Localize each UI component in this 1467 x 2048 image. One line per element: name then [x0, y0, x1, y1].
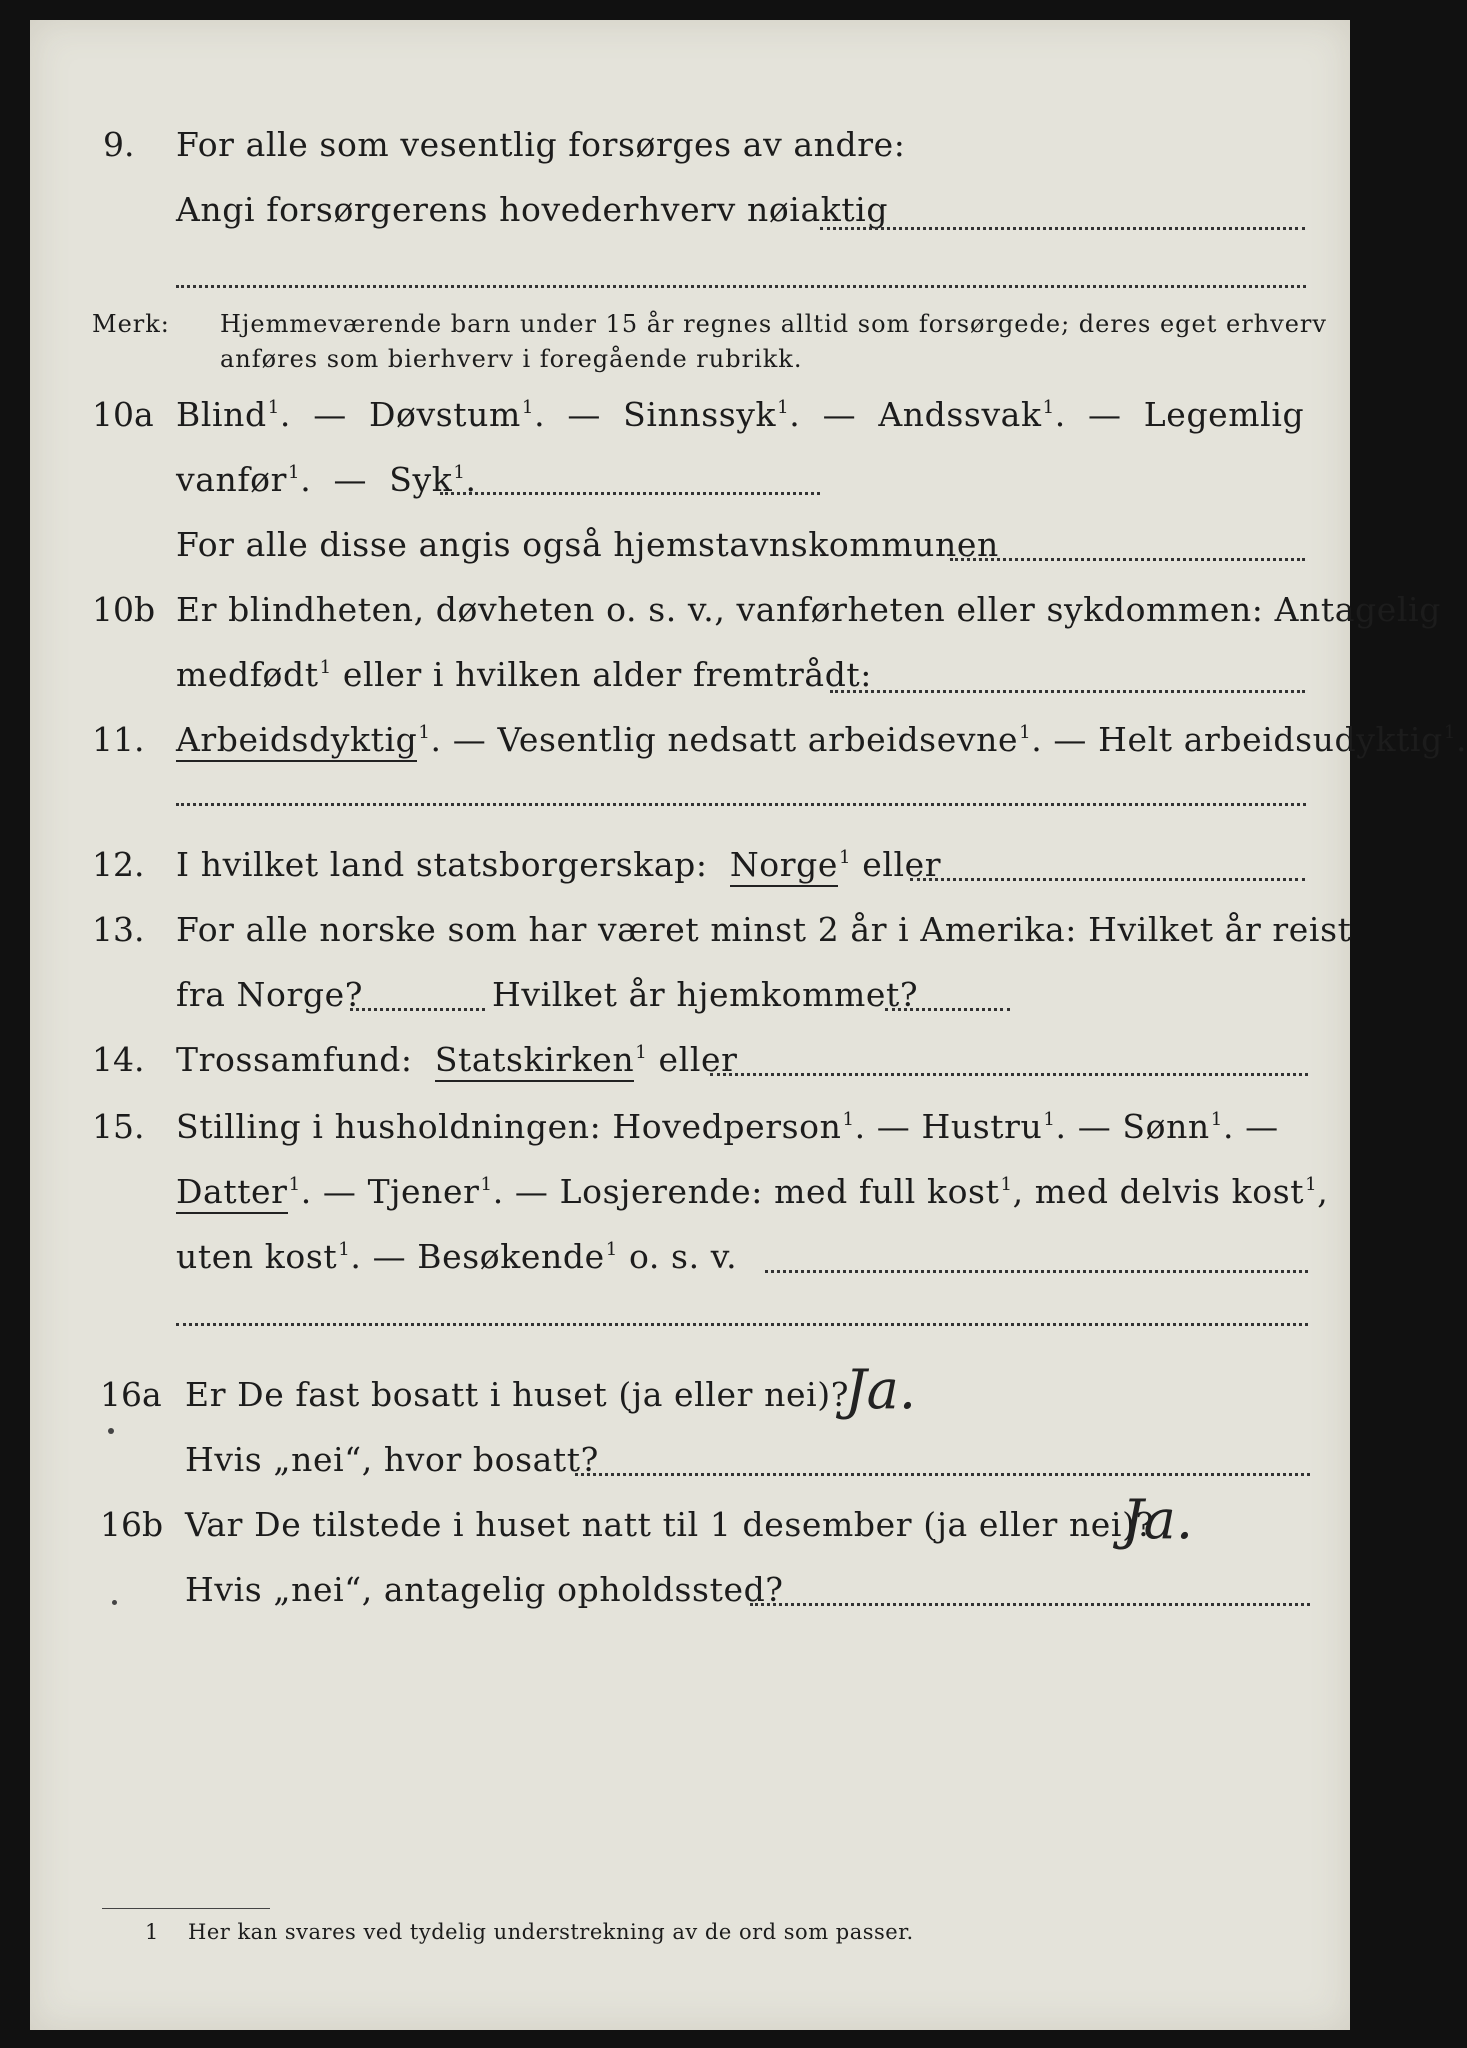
q9-answer-line-2[interactable]	[176, 285, 1306, 288]
q9-line1: For alle som vesentlig forsørges av andre:	[176, 125, 906, 164]
option-blind[interactable]: Blind	[176, 395, 267, 434]
q10b-line1: Er blindheten, døvheten o. s. v., vanførheten eller sykdommen: Antagelig	[176, 590, 1441, 629]
q15-line3: uten kost$^1$. — Besøkende$^1$ o. s. v.	[176, 1237, 738, 1276]
q16b-handwritten-answer[interactable]: Ja.	[1122, 1488, 1194, 1551]
option-legemlig[interactable]: Legemlig	[1143, 395, 1305, 434]
option-syk[interactable]: Syk	[389, 460, 453, 499]
option-vanfor[interactable]: vanfør	[176, 460, 288, 499]
q16a-question: Er De fast bosatt i huset (ja eller nei)?	[185, 1375, 849, 1414]
note-line2: anføres som bierhverv i foregående rubrikk.	[220, 345, 803, 373]
q16a-number: 16a	[100, 1375, 162, 1414]
option-delvis-kost[interactable]: med delvis kost	[1034, 1172, 1305, 1211]
footnote-rule	[102, 1908, 270, 1909]
q12-number: 12.	[92, 845, 145, 884]
q13-reist-line[interactable]	[350, 1008, 485, 1011]
q10a-line2: vanfør$^1$. — Syk$^1$.	[176, 460, 477, 499]
q10a-line1: Blind$^1$. — Døvstum$^1$. — Sinnssyk$^1$. — Andssvak$^1$. — Legemlig	[176, 395, 1305, 434]
q10a-line3: For alle disse angis også hjemstavnskommunen	[176, 525, 999, 564]
option-losjerende[interactable]: Losjerende: med full kost	[559, 1172, 1000, 1211]
q13-line1: For alle norske som har været minst 2 år i Amerika: Hvilket år reist	[176, 910, 1352, 949]
ink-speck-2	[112, 1600, 117, 1605]
q15-number: 15.	[92, 1107, 145, 1146]
q13-number: 13.	[92, 910, 145, 949]
q12-answer-line[interactable]	[910, 878, 1305, 881]
q14-answer-line[interactable]	[710, 1073, 1308, 1076]
q16b-opholdssted-line[interactable]	[750, 1603, 1310, 1606]
q16b-hvis: Hvis „nei“, antagelig opholdssted?	[185, 1570, 784, 1609]
ink-speck	[108, 1428, 114, 1434]
q16b-question: Var De tilstede i huset natt til 1 desember (ja eller nei)?	[185, 1505, 1154, 1544]
option-tjener[interactable]: Tjener	[367, 1172, 480, 1211]
q10b-number: 10b	[92, 590, 156, 629]
q13-hjemkommet-line[interactable]	[885, 1008, 1010, 1011]
q10b-line2: medfødt$^1$ eller i hvilken alder fremtrådt:	[176, 655, 872, 694]
q14-number: 14.	[92, 1040, 145, 1079]
option-nedsatt[interactable]: Vesentlig nedsatt arbeidsevne	[497, 720, 1019, 759]
q15-line1: Stilling i husholdningen: Hovedperson$^1$. — Hustru$^1$. — Sønn$^1$. —	[176, 1107, 1279, 1146]
q9-number: 9.	[103, 125, 135, 164]
option-statskirken[interactable]: Statskirken	[435, 1040, 634, 1082]
q16a-bosatt-line[interactable]	[575, 1473, 1310, 1476]
option-udyktig[interactable]: Helt arbeidsudyktig	[1098, 720, 1443, 759]
census-form-page	[30, 20, 1467, 2030]
q16a-handwritten-answer[interactable]: Ja.	[845, 1358, 917, 1421]
q15-answer-line[interactable]	[765, 1270, 1308, 1273]
q11-answer-line[interactable]	[176, 803, 1306, 806]
option-sonn[interactable]: Sønn	[1122, 1107, 1210, 1146]
q10a-number: 10a	[92, 395, 154, 434]
option-medfodt[interactable]: medfødt	[176, 655, 319, 694]
q14-line: Trossamfund: Statskirken$^1$ eller	[176, 1040, 738, 1079]
q9-answer-line[interactable]	[820, 227, 1305, 230]
option-dovstum[interactable]: Døvstum	[368, 395, 521, 434]
footnote-text: Her kan svares ved tydelig understrekning av de ord som passer.	[188, 1920, 914, 1944]
note-line1: Hjemmeværende barn under 15 år regnes alltid som forsørgede; deres eget erhverv	[220, 310, 1327, 338]
option-hustru[interactable]: Hustru	[921, 1107, 1043, 1146]
q9-line2: Angi forsørgerens hovederhverv nøiaktig	[176, 190, 889, 229]
q16b-number: 16b	[100, 1505, 164, 1544]
option-arbeidsdyktig[interactable]: Arbeidsdyktig	[176, 720, 417, 762]
option-sinnssyk[interactable]: Sinnssyk	[623, 395, 777, 434]
q11-line: Arbeidsdyktig$^1$. — Vesentlig nedsatt arbeidsevne$^1$. — Helt arbeidsudyktig$^1$.	[176, 720, 1467, 759]
q13-hjemkommet: Hvilket år hjemkommet?	[492, 975, 919, 1014]
q12-line: I hvilket land statsborgerskap: Norge$^1$ eller	[176, 845, 941, 884]
note-label: Merk:	[92, 310, 170, 338]
q11-number: 11.	[92, 720, 145, 759]
option-hovedperson[interactable]: Hovedperson	[612, 1107, 842, 1146]
option-besokende[interactable]: Besøkende	[417, 1237, 605, 1276]
option-uten-kost[interactable]: uten kost	[176, 1237, 338, 1276]
footnote-mark: 1	[145, 1920, 159, 1944]
option-norge[interactable]: Norge	[730, 845, 838, 887]
q15-line2: Datter$^1$. — Tjener$^1$. — Losjerende: med full kost$^1$, med delvis kost$^1$,	[176, 1172, 1328, 1211]
q10a-hjemstavn-line[interactable]	[950, 558, 1305, 561]
q15-answer-line-2[interactable]	[176, 1323, 1308, 1326]
option-datter[interactable]: Datter	[176, 1172, 288, 1214]
q10b-answer-line[interactable]	[830, 690, 1305, 693]
q13-fra-norge: fra Norge?	[176, 975, 364, 1014]
q10a-syk-line[interactable]	[440, 492, 820, 495]
q16a-hvis: Hvis „nei“, hvor bosatt?	[185, 1440, 599, 1479]
option-andssvak[interactable]: Andssvak	[878, 395, 1042, 434]
